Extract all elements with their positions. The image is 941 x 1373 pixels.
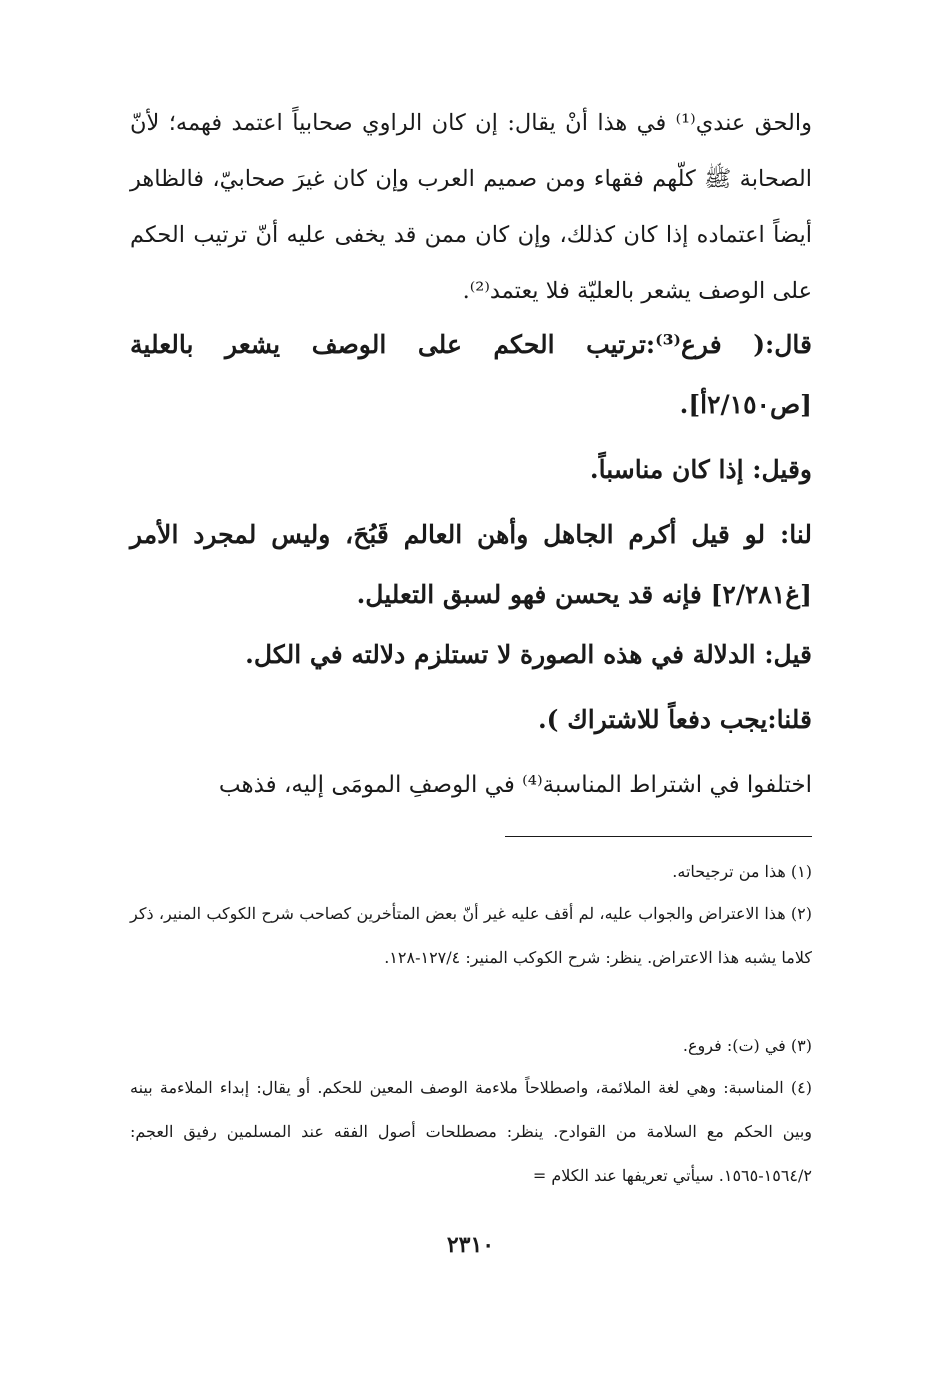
footnote-2: (٢) هذا الاعتراض والجواب عليه، لم أقف عليه غير أنّ بعض المتأخرين كصاحب شرح الكوكب المنير، ذكر كلاما يشبه هذا الاعتراض. ينظر: شرح الكوكب المنير: ١٢٧/٤-١٢٨. xyxy=(130,904,812,967)
paragraph-disagreement: اختلفوا في اشتراط المناسبة⁽⁴⁾ في الوصفِ المومَى إليه، فذهب xyxy=(218,772,812,798)
footnote-3: (٣) في (ت): فروع. xyxy=(682,1036,812,1055)
footnote-separator xyxy=(505,836,812,837)
paragraph-objection: قيل: الدلالة في هذه الصورة لا تستلزم دلالته في الكل. xyxy=(245,640,812,669)
paragraph-said-suitable: وقيل: إذا كان مناسباً. xyxy=(589,455,812,484)
footnote-4: (٤) المناسبة: وهي لغة الملائمة، واصطلاحاً ملاءمة الوصف المعين للحكم. أو يقال: إبداء الملاءمة بينه وبين الحكم مع السلامة من القوادح. ينظر: مصطلحات أصول الفقه عند المسلمين رفيق العجم: ١٥٦٤/٢-١٥٦٥. سيأتي تعريفها عند الكلام = xyxy=(130,1078,812,1185)
paragraph-our-argument: لنا: لو قيل أكرم الجاهل وأهن العالم قَبُحَ، وليس لمجرد الأمر [غ٢/٢٨١] فإنه قد يحسن فهو لسبق التعليل. xyxy=(130,520,812,609)
paragraph-reply: قلنا:يجب دفعاً للاشتراك ). xyxy=(537,705,812,734)
page-number: ٢٣١٠ xyxy=(446,1232,495,1258)
paragraph-truth-opinion: والحق عندي⁽¹⁾ في هذا أنْ يقال: إن كان الراوي صحابياً اعتمد فهمه؛ لأنّ الصحابة ﷺ كلّهم فقهاء ومن صميم العرب وإن كان غيرَ صحابيّ، فالظاهر أيضاً اعتماده إذا كان كذلك، وإن كان ممن قد يخفى عليه أنّ ترتيب الحكم على الوصف يشعر بالعليّة فلا يعتمد⁽²⁾. xyxy=(130,110,813,304)
footnote-1: (١) هذا من ترجيحاته. xyxy=(672,862,812,881)
paragraph-branch-statement: قال:( فرع⁽³⁾:ترتيب الحكم على الوصف يشعر بالعلية [ص٢/١٥٠أ]. xyxy=(130,330,812,419)
